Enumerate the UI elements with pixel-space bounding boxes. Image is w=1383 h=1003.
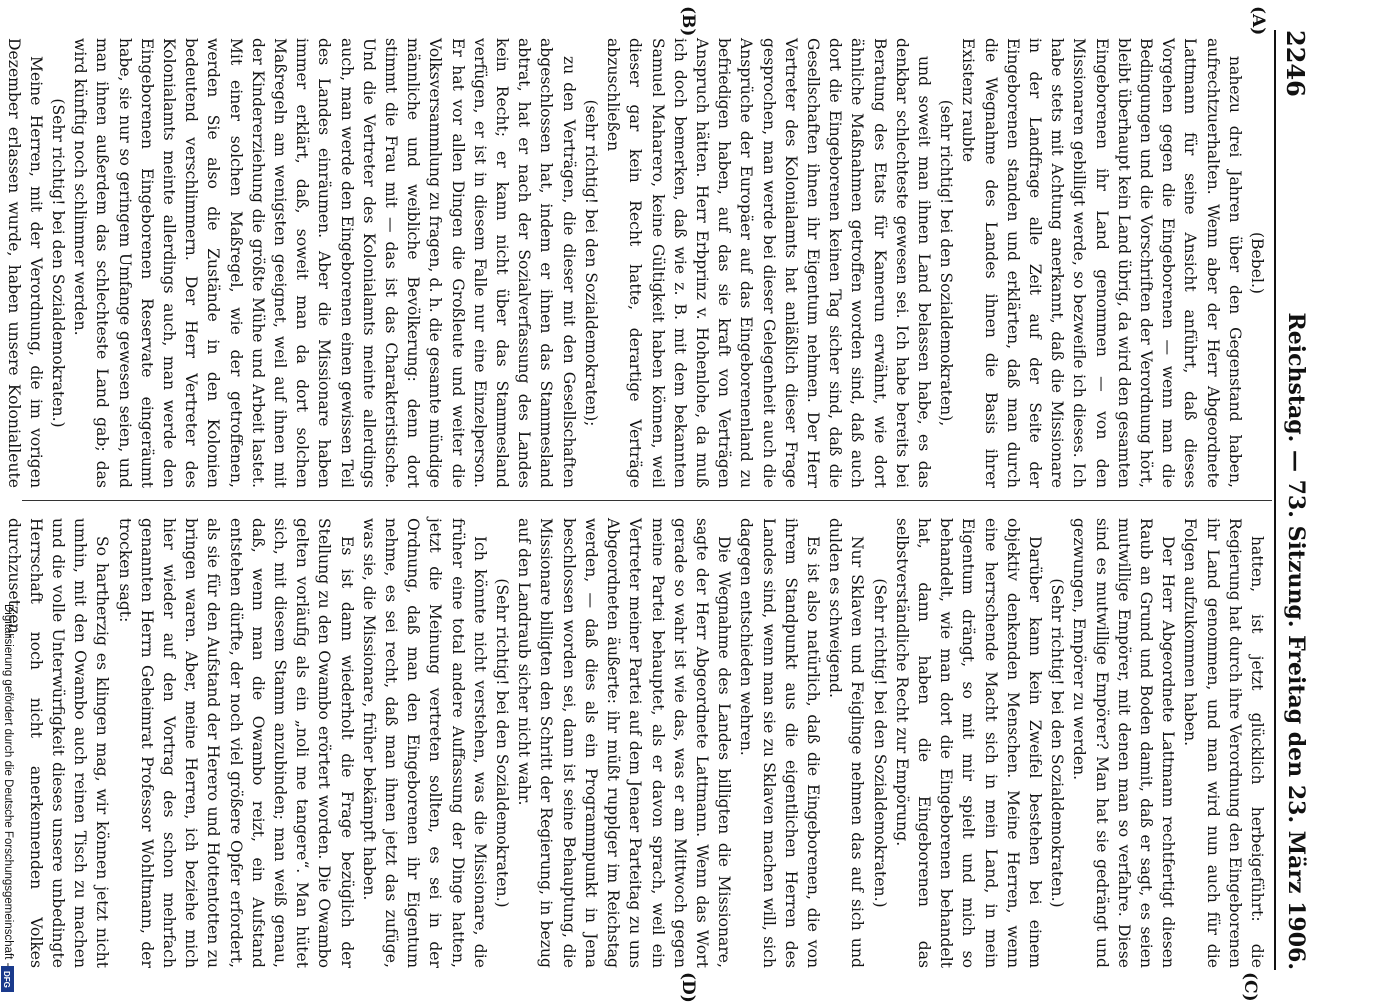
interjection: (Bebel.) [1248, 231, 1266, 294]
paragraph: Meine Herren, mit der Verordnung, die im vorigen Dezember erlassen wurde, haben unsere Kolonialleute [4, 38, 45, 488]
page-number: 2246 [1281, 30, 1311, 97]
paragraph: Ich könnte nicht verstehen, was die Missionare, die früher eine total andere Auffassung der Dinge hatten, jetzt die Meinung vertreten sollten, es sei in der Ordnung, daß man den Eingeborenen ihr Eigentum nehme, es sei recht, daß man ihnen jetzt das zufüge, was sie, die Missionare, früher bekämpft haben. [359, 518, 489, 968]
margin-mark-c: (C) [1240, 972, 1260, 1002]
left-text-column [0, 38, 1268, 488]
page-title: Reichstag. — 73. Sitzung. Freitag den 23. März 1906. [1283, 312, 1309, 970]
margin-mark-d: (D) [678, 972, 698, 1003]
dfg-logo-text: DFG [2, 971, 11, 988]
margin-mark-a: (A) [1248, 6, 1268, 36]
paragraph: hatten, ist jetzt glücklich herbeigeführt: die Regierung hat durch ihre Verordnung den Eingeborenen ihr Land genommen, und man wird nun auch für die Folgen aufzukommen haben. [1181, 518, 1266, 968]
interjection: (Sehr richtig! bei den Sozialdemokraten.) [493, 578, 512, 908]
paragraph: So hartherzig es klingen mag, wir können jetzt nicht umhin, mit den Owambo auch reinen Tisch zu machen und die volle Unterwürfigkeit dieses unsere unbedingte Herrschaft noch nicht anerkennenden Volkes durchzusetzen. [4, 518, 112, 968]
paragraph: Es ist also natürlich, daß die Eingeborenen, die von ihrem Standpunkt aus die eigentlichen Herren des Landes sind, wenn man sie zu Sklaven machen will, sich dagegen entschieden wehren. [737, 518, 822, 968]
paragraph: Der Herr Abgeordnete Lattmann rechtfertigt diesen Raub an Grund und Boden damit, daß er sagt, es seien mutwillige Empörer, mit denen man so verfahre. Diese sind es mutwillige Empörer? Man hat sie gedrängt und gezwungen, Empörer zu werden. [1070, 518, 1178, 968]
paragraph: Darüber kann kein Zweifel bestehen bei einem objektiv denkenden Menschen. Meine Herren, wenn eine herrschende Macht sich in mein Land, in mein Eigentum drängt, so mit mir spielt und mich so behandelt, wie man dort die Eingeborenen behandelt hat, dann haben die Eingeborenen das selbstverständliche Recht zur Empörung. [892, 518, 1044, 968]
footer-credit-text: Digitalisierung gefördert durch die Deutsche Forschungsgemeinschaft - [2, 604, 14, 967]
right-text-column [0, 518, 1268, 968]
paragraph: nahezu drei Jahren über den Gegenstand haben, aufrechtzuerhalten. Wenn aber der Herr Abgeordnete Lattmann für seine Ansicht anführt, daß dieses Vorgehen gegen die Eingeborenen — wenn man die Bedingungen und die Vorschriften der Verordnung hört, bleibt überhaupt kein Land übrig, da wird den gesamten Eingeborenen ihr Land genommen — von den Missionaren gebilligt werde, so bezweifle ich dieses. Ich habe stets mit Achtung anerkannt, daß die Missionare in der Landfrage alle Zeit auf der Seite der Eingeborenen standen und erklärten, daß man durch die Wegnahme des Landes ihnen die Basis ihrer Existenz raubte [959, 38, 1244, 488]
page-header [1276, 30, 1316, 970]
paragraph: und soweit man ihnen Land belassen habe, es das denkbar schlechteste gewesen sei. Ich habe bereits bei Beratung des Etats für Kamerun erwähnt, wie dort ähnliche Maßnahmen getroffen worden sind, daß auch dort die Eingeborenen keinen Tag sicher sind, daß die Gesellschaften ihnen ihr Eigentum nehmen. Der Herr Vertreter des Kolonialamts hat anläßlich dieser Frage gesprochen, man werde bei dieser Gelegenheit auch die Ansprüche der Europäer auf das Eingeborenenland zu befriedigen haben, auf das sie kraft von Verträgen Anspruch hätten. Herr Erbprinz v. Hohenlohe, da muß ich doch bemerken, daß wie z. B. mit dem bekannten Samuel Maharero, keine Gültigkeit haben können, weil dieser gar kein Recht hatte, derartige Verträge abzuschließen [604, 38, 933, 488]
interjection: (sehr richtig! bei den Sozialdemokraten); [581, 99, 600, 427]
interjection: (Sehr richtig! bei den Sozialdemokraten.) [1048, 578, 1067, 908]
column-divider [22, 500, 1272, 501]
header-rule [1274, 30, 1276, 970]
paragraph: zu den Verträgen, die dieser mit den Gesellschaften abgeschlossen hat, indem er ihnen das Stammesland abtrat, hat er nach der Sozialverfassung des Landes kein Recht; er kann nicht über das Stammesland verfügen, er ist in diesem Falle nur eine Einzelperson. Er hat vor allen Dingen die Großleute und weiter die Volksversammlung zu fragen, d. h. die gesamte mündige männliche und weibliche Bevölkerung: denn dort stimmt die Frau mit — das ist das Charakteristische. Und die Vertreter des Kolonialamts meinte allerdings auch, man werde den Eingeborenen einen gewissen Teil des Landes einräumen. Aber die Missionare haben immer erklärt, daß, soweit man da dort solchen Maßregeln am wenigsten geeignet, weil auf ihnen mit der Kindererziehung die größte Mühe und Arbeit lastet. Mit einer solchen Maßregel, wie der getroffenen, werden Sie also die Zustände in den Kolonien bedeutend verschlimmern. Der Herr Vertreter des Kolonialamts meinte allerdings auch, man werde den Eingeborenen Eingeborenen Reservate eingeräumt habe, sie nur so geringem Umfange gewesen seien, und man ihnen außerdem das schlechteste Land gab; das wird künftig noch schlimmer werden. [71, 38, 578, 488]
margin-mark-b: (B) [678, 6, 698, 37]
interjection: (Sehr richtig! bei den Sozialdemokraten.) [49, 98, 68, 428]
footer-credit [2, 604, 14, 994]
paragraph: Die Wegnahme des Landes billigten die Missionare, sagte der Herr Abgeordnete Lattmann. Wenn das Wort gerade so wahr ist wie das, was er am Mittwoch gegen meine Partei behauptet, als er davon sprach, weil ein Vertreter meiner Partei auf dem Jenaer Parteitag zu uns Abgeordneten äußerte: ihr müßt rupplger im Reichstag werden, — daß dies als ein Programmpunkt in Jena beschlossen worden sei, dann ist seine Behauptung, die Missionare billigten den Schritt der Regierung, in bezug auf den Landraub sicher nicht wahr. [515, 518, 734, 968]
paragraph: Nur Sklaven und Feiglinge nehmen das auf sich und dulden es schweigend. [826, 518, 867, 968]
interjection: (Sehr richtig! bei den Sozialdemokraten.) [870, 578, 889, 908]
dfg-logo [1, 966, 14, 992]
interjection: (sehr richtig! bei den Sozialdemokraten), [937, 99, 956, 427]
paragraph: Es ist dann wiederholt die Frage bezüglich der Stellung zu den Owambo erörtert worden. Die Owambo gelten vorläufig als ein „noli me tangere“. Man hütet sich, mit diesem Stamm anzubinden; man weiß genau, daß, wenn man die Owambo reizt, ein Aufstand entstehen dürfte, der noch viel größere Opfer erfordert, als sie für den Aufstand der Herero und Hottentotten zu bringen waren. Aber, meine Herren, ich beziehe mich hier wieder auf den Vortrag des schon mehrfach genannten Herrn Geheimrat Professor Wohltmann, der trocken sagt: [115, 518, 356, 968]
